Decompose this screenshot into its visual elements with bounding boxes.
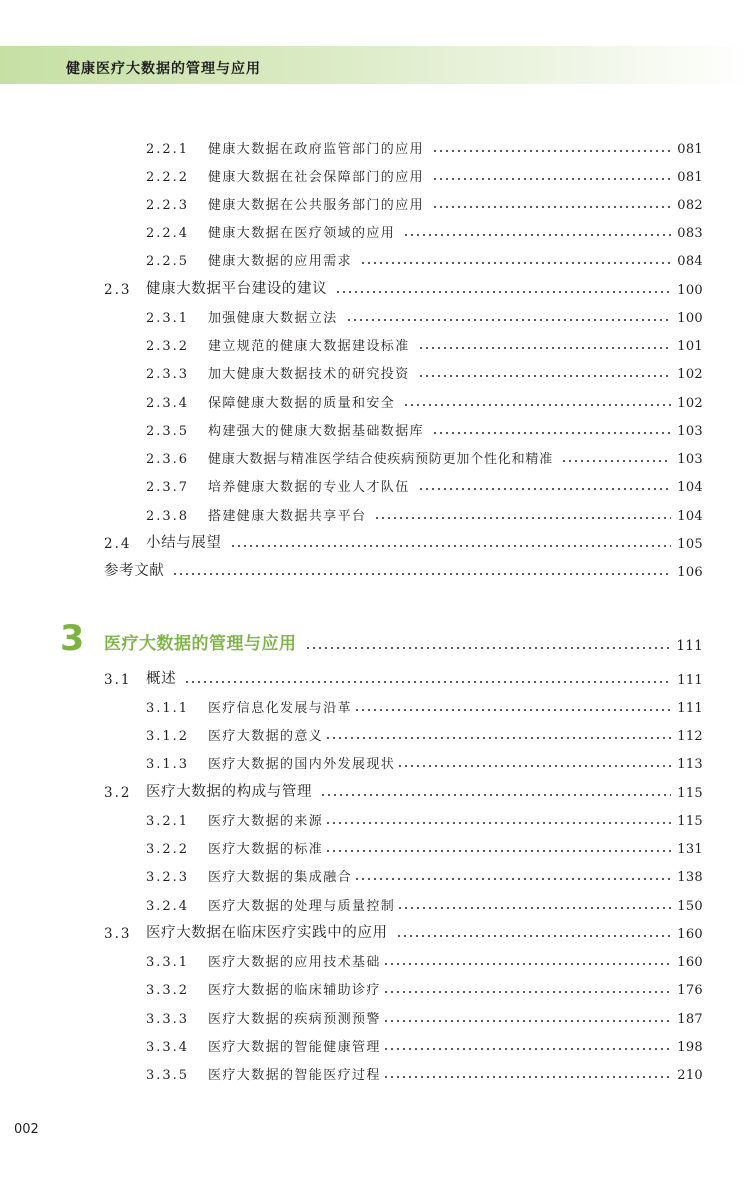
toc-entry-number: 2.2.2	[146, 170, 190, 185]
toc-entry-page: 131	[677, 842, 703, 857]
toc-section-page: 105	[677, 537, 703, 552]
toc-entry[interactable]	[146, 471, 703, 495]
toc-section[interactable]	[104, 274, 703, 298]
toc-entry-number: 3.3.4	[146, 1040, 190, 1055]
dot-leader	[383, 1020, 671, 1022]
toc-entry-title: 医疗大数据的标准	[208, 842, 324, 857]
toc-references[interactable]	[104, 556, 703, 580]
toc-entry-number: 2.3.6	[146, 452, 190, 467]
toc-entry-number: 3.3.1	[146, 955, 190, 970]
toc-entry-page: 083	[677, 226, 703, 241]
toc-entry-number: 3.1.2	[146, 729, 190, 744]
dot-leader	[354, 709, 671, 711]
toc-entry-title: 医疗大数据的智能医疗过程	[208, 1068, 381, 1083]
toc-entry[interactable]	[146, 330, 703, 354]
toc-section[interactable]	[104, 528, 703, 552]
toc-entry-page: 210	[677, 1068, 703, 1083]
chapter-page: 111	[676, 638, 703, 654]
toc-entry-number: 2.2.3	[146, 198, 190, 213]
toc-section-page: 115	[677, 786, 703, 801]
toc-chapter[interactable]	[60, 617, 703, 657]
toc-entry-title: 构建强大的健康大数据基础数据库	[208, 424, 425, 439]
toc-entry-title: 医疗大数据的应用技术基础	[208, 955, 381, 970]
dot-leader	[360, 262, 671, 264]
toc-entry-number: 2.2.5	[146, 254, 190, 269]
toc-entry-number: 3.2.2	[146, 842, 190, 857]
toc-entry[interactable]	[146, 805, 703, 829]
toc-entry-title: 健康大数据的应用需求	[208, 254, 353, 269]
dot-leader	[397, 907, 671, 909]
toc-entry-page: 187	[677, 1012, 703, 1027]
running-header-title: 健康医疗大数据的管理与应用	[66, 61, 261, 77]
dot-leader	[383, 963, 671, 965]
toc-section-title: 医疗大数据在临床医疗实践中的应用	[146, 925, 388, 941]
toc-section-title: 概述	[146, 671, 177, 687]
dot-leader	[432, 178, 671, 180]
toc-entry-number: 3.3.5	[146, 1068, 190, 1083]
toc-references-page: 106	[677, 565, 703, 580]
dot-leader	[561, 460, 671, 462]
toc-entry-title: 医疗大数据的疾病预测预警	[208, 1012, 381, 1027]
toc-entry-title: 保障健康大数据的质量和安全	[208, 396, 396, 411]
toc-entry-page: 150	[677, 899, 703, 914]
dot-leader	[432, 206, 671, 208]
dot-leader	[374, 517, 671, 519]
toc-entry-title: 医疗大数据的国内外发展现状	[208, 757, 396, 772]
dot-leader	[325, 850, 671, 852]
dot-leader	[403, 404, 671, 406]
toc-entry-title: 健康大数据与精准医学结合使疾病预防更加个性化和精准	[208, 452, 554, 467]
toc-entry-page: 081	[677, 142, 703, 157]
toc-entry[interactable]	[146, 1031, 703, 1055]
toc-section-title: 医疗大数据的构成与管理	[146, 784, 313, 800]
toc-entry-title: 医疗信息化发展与沿革	[208, 701, 353, 716]
toc-entry-title: 培养健康大数据的专业人才队伍	[208, 480, 410, 495]
toc-entry-page: 198	[677, 1040, 703, 1055]
toc-section[interactable]	[104, 918, 703, 942]
dot-leader	[230, 545, 672, 547]
toc-entry-page: 103	[677, 424, 703, 439]
toc-entry-page: 103	[677, 452, 703, 467]
toc-entry[interactable]	[146, 1059, 703, 1083]
dot-leader	[172, 573, 671, 575]
dot-leader	[403, 234, 671, 236]
dot-leader	[432, 432, 671, 434]
toc-entry-number: 3.3.3	[146, 1012, 190, 1027]
chapter-number: 3	[60, 619, 85, 659]
toc-entry-number: 2.2.1	[146, 142, 190, 157]
toc-section-title: 小结与展望	[146, 535, 222, 551]
toc-entry-page: 082	[677, 198, 703, 213]
toc-entry[interactable]	[146, 161, 703, 185]
toc-entry-title: 健康大数据在社会保障部门的应用	[208, 170, 425, 185]
toc-entry-title: 医疗大数据的智能健康管理	[208, 1040, 381, 1055]
dot-leader	[346, 319, 672, 321]
toc-entry-title: 医疗大数据的意义	[208, 729, 324, 744]
toc-entry-page: 115	[677, 814, 703, 829]
toc-section-page: 111	[677, 673, 703, 688]
toc-entry-page: 160	[677, 955, 703, 970]
toc-entry[interactable]	[146, 415, 703, 439]
toc-entry[interactable]	[146, 946, 703, 970]
toc-entry[interactable]	[146, 692, 703, 716]
toc-entry[interactable]	[146, 245, 703, 269]
dot-leader	[320, 794, 671, 796]
toc-entry-page: 111	[677, 701, 703, 716]
toc-entry-title: 健康大数据在政府监管部门的应用	[208, 142, 425, 157]
toc-entry-page: 113	[677, 757, 703, 772]
toc-entry-number: 2.2.4	[146, 226, 190, 241]
toc-entry[interactable]	[146, 748, 703, 772]
toc-entry-number: 2.3.5	[146, 424, 190, 439]
toc-entry-title: 医疗大数据的来源	[208, 814, 324, 829]
dot-leader	[383, 1048, 671, 1050]
toc-section-page: 100	[677, 283, 703, 298]
toc-entry[interactable]	[146, 861, 703, 885]
toc-section-number: 3.2	[104, 785, 132, 801]
toc-entry[interactable]	[146, 500, 703, 524]
footer-page-number: 002	[14, 1122, 39, 1137]
toc-entry-number: 3.2.3	[146, 870, 190, 885]
toc-section-number: 3.3	[104, 926, 132, 942]
toc-entry-page: 176	[677, 983, 703, 998]
toc-entry-number: 2.3.4	[146, 396, 190, 411]
toc-entry-title: 搭建健康大数据共享平台	[208, 509, 367, 524]
toc-entry-page: 101	[677, 339, 703, 354]
toc-entry-page: 112	[677, 729, 703, 744]
toc-entry-number: 3.2.4	[146, 899, 190, 914]
toc-section-page: 160	[677, 927, 703, 942]
toc-entry-page: 102	[677, 396, 703, 411]
toc-entry-title: 健康大数据在医疗领域的应用	[208, 226, 396, 241]
toc-entry-title: 医疗大数据的处理与质量控制	[208, 899, 396, 914]
toc-entry[interactable]	[146, 217, 703, 241]
toc-section-title: 健康大数据平台建设的建议	[146, 281, 328, 297]
dot-leader	[432, 150, 671, 152]
toc-entry-page: 104	[677, 509, 703, 524]
dot-leader	[383, 991, 671, 993]
toc-references-title: 参考文献	[104, 563, 165, 579]
toc-entry-page: 138	[677, 870, 703, 885]
toc-section[interactable]	[104, 664, 703, 688]
toc-entry[interactable]	[146, 358, 703, 382]
toc-entry-number: 3.3.2	[146, 983, 190, 998]
toc-section-number: 3.1	[104, 672, 132, 688]
dot-leader	[396, 935, 672, 937]
toc-entry-title: 建立规范的健康大数据建设标准	[208, 339, 410, 354]
toc-entry-page: 100	[677, 311, 703, 326]
dot-leader	[418, 347, 672, 349]
toc-entry-number: 2.3.3	[146, 367, 190, 382]
dot-leader	[325, 822, 671, 824]
dot-leader	[305, 647, 671, 649]
chapter-title: 医疗大数据的管理与应用	[104, 634, 297, 654]
toc-entry-title: 健康大数据在公共服务部门的应用	[208, 198, 425, 213]
toc-entry[interactable]	[146, 189, 703, 213]
toc-entry-page: 081	[677, 170, 703, 185]
toc-entry-number: 2.3.1	[146, 311, 190, 326]
toc-entry[interactable]	[146, 1003, 703, 1027]
toc-entry-title: 加大健康大数据技术的研究投资	[208, 367, 410, 382]
toc-entry-title: 医疗大数据的临床辅助诊疗	[208, 983, 381, 998]
toc-entry-number: 3.1.1	[146, 701, 190, 716]
dot-leader	[383, 1076, 671, 1078]
dot-leader	[354, 878, 671, 880]
dot-leader	[335, 291, 671, 293]
toc-entry-title: 加强健康大数据立法	[208, 311, 338, 326]
toc-entry[interactable]	[146, 974, 703, 998]
toc-entry[interactable]	[146, 720, 703, 744]
toc-entry[interactable]	[146, 133, 703, 157]
toc-entry-page: 104	[677, 480, 703, 495]
toc-entry-number: 2.3.7	[146, 480, 190, 495]
toc-section[interactable]	[104, 777, 703, 801]
dot-leader	[325, 737, 671, 739]
toc-entry[interactable]	[146, 387, 703, 411]
dot-leader	[184, 681, 671, 683]
dot-leader	[397, 765, 671, 767]
toc-entry-number: 2.3.2	[146, 339, 190, 354]
toc-section-number: 2.4	[104, 536, 132, 552]
toc-section-number: 2.3	[104, 282, 132, 298]
toc-entry-page: 102	[677, 367, 703, 382]
toc-entry-number: 3.1.3	[146, 757, 190, 772]
toc-entry-number: 3.2.1	[146, 814, 190, 829]
toc-entry-title: 医疗大数据的集成融合	[208, 870, 353, 885]
dot-leader	[418, 375, 672, 377]
toc-entry[interactable]	[146, 890, 703, 914]
toc-entry[interactable]	[146, 833, 703, 857]
dot-leader	[418, 488, 672, 490]
toc-entry[interactable]	[146, 443, 703, 467]
toc-entry[interactable]	[146, 302, 703, 326]
toc-entry-number: 2.3.8	[146, 509, 190, 524]
toc-entry-page: 084	[677, 254, 703, 269]
